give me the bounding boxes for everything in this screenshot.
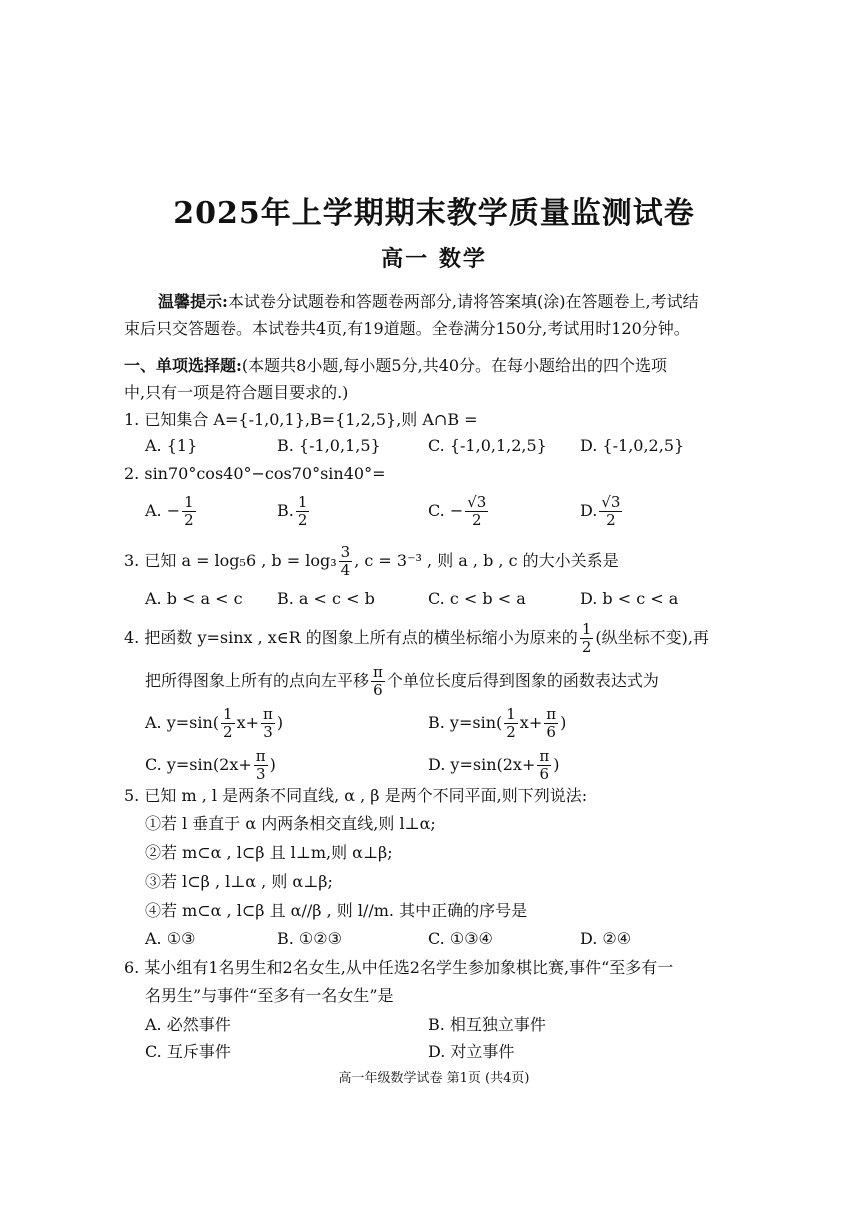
question-2-stem: 2. sin70°cos40°−cos70°sin40°= [124, 464, 386, 483]
question-6-line-2: 名男生”与事件“至多有一名女生”是 [145, 986, 394, 1005]
question-6-line-1: 6. 某小组有1名男生和2名女生,从中任选2名学生参加象棋比赛,事件“至多有一 [124, 958, 674, 977]
q5-option-d: D. ②④ [580, 929, 632, 948]
q6-option-d: D. 对立事件 [428, 1042, 515, 1061]
q3-option-a: A. b < a < c [145, 589, 243, 608]
q1-option-b: B. {-1,0,1,5} [277, 436, 381, 455]
section-text-1: (本题共8小题,每小题5分,共40分。在每小题给出的四个选项 [241, 356, 668, 375]
q5-statement-4: ④若 m⊂α , l⊂β 且 α//β , 则 l//m. 其中正确的序号是 [145, 901, 528, 920]
q5-option-c: C. ①③④ [428, 929, 493, 948]
page-title: 2025年上学期期末教学质量监测试卷 [173, 196, 695, 231]
q2-option-a: A. − $\frac{1}{2}$ [145, 493, 194, 529]
q6-option-c: C. 互斥事件 [145, 1042, 231, 1061]
q2-d-fraction: $\frac{√3}{2}$ [601, 493, 621, 529]
question-4-line-2: 把所得图象上所有的点向左平移 $\frac{\pi}{6}$ 个单位长度后得到图象的函数表达式为 [145, 663, 659, 699]
q4-option-b: B. y=sin( $\frac{1}{2}$ x+ $\frac{\pi}{6}$ ) [428, 705, 567, 741]
section-line-1 [124, 355, 667, 377]
q3-option-b: B. a < c < b [277, 589, 375, 608]
q1-option-d: D. {-1,0,2,5} [580, 436, 685, 455]
q5-option-b: B. ①②③ [277, 929, 342, 948]
subject-title: 高一 数学 [381, 246, 487, 272]
q3-fraction: $\frac{3}{4}$ [340, 543, 351, 579]
notice-line-1 [158, 291, 699, 313]
question-4-line-1: 4. 把函数 y=sinx , x∈R 的图象上所有点的横坐标缩小为原来的 $\frac{1}{2}$ (纵坐标不变),再 [124, 620, 709, 656]
notice-text-1: 本试卷分试题卷和答题卷两部分,请将答案填(涂)在答题卷上,考试结 [227, 292, 699, 311]
q1-option-c: C. {-1,0,1,2,5} [428, 436, 547, 455]
q6-option-a: A. 必然事件 [145, 1015, 231, 1034]
q4-pi-fraction: $\frac{\pi}{6}$ [373, 663, 383, 699]
section-line-2: 中,只有一项是符合题目要求的.) [124, 383, 349, 402]
q4-half-fraction: $\frac{1}{2}$ [581, 620, 592, 656]
q5-statement-3: ③若 l⊂β , l⊥α , 则 α⊥β; [145, 872, 333, 891]
q6-option-b: B. 相互独立事件 [428, 1015, 546, 1034]
notice-line-2: 束后只交答题卷。本试卷共4页,有19道题。全卷满分150分,考试用时120分钟。 [124, 319, 690, 338]
q4-option-d: D. y=sin(2x+ $\frac{\pi}{6}$ ) [428, 747, 560, 783]
q2-b-fraction: $\frac{1}{2}$ [297, 493, 308, 529]
q4-option-a: A. y=sin( $\frac{1}{2}$ x+ $\frac{\pi}{3}$ ) [145, 705, 284, 741]
q5-option-a: A. ①③ [145, 929, 196, 948]
q1-option-a: A. {1} [145, 436, 198, 455]
notice-label: 温馨提示: [158, 292, 228, 311]
page-footer: 高一年级数学试卷 第1页 (共4页) [338, 1071, 530, 1086]
q2-option-c: C. − $\frac{√3}{2}$ [428, 493, 487, 529]
q2-a-fraction: $\frac{1}{2}$ [184, 493, 194, 529]
question-5-stem: 5. 已知 m , l 是两条不同直线, α , β 是两个不同平面,则下列说法: [124, 786, 588, 805]
q2-option-d: D. $\frac{√3}{2}$ [580, 493, 621, 529]
q5-statement-2: ②若 m⊂α , l⊂β 且 l⊥m,则 α⊥β; [145, 843, 393, 862]
question-1-stem: 1. 已知集合 A={-1,0,1},B={1,2,5},则 A∩B = [124, 410, 478, 429]
q2-option-b: B. $\frac{1}{2}$ [277, 493, 308, 529]
q5-statement-1: ①若 l 垂直于 α 内两条相交直线,则 l⊥α; [145, 814, 436, 833]
q4-option-c: C. y=sin(2x+ $\frac{\pi}{3}$ ) [145, 747, 276, 783]
q3-option-d: D. b < c < a [580, 589, 679, 608]
question-3-stem: 3. 已知 a = log₅6 , b = log₃ $\frac{3}{4}$ , c = 3⁻³ , 则 a , b , c 的大小关系是 [124, 543, 619, 579]
q2-c-fraction: $\frac{√3}{2}$ [467, 493, 487, 529]
q3-option-c: C. c < b < a [428, 589, 526, 608]
section-heading: 一、单项选择题: [124, 356, 242, 375]
